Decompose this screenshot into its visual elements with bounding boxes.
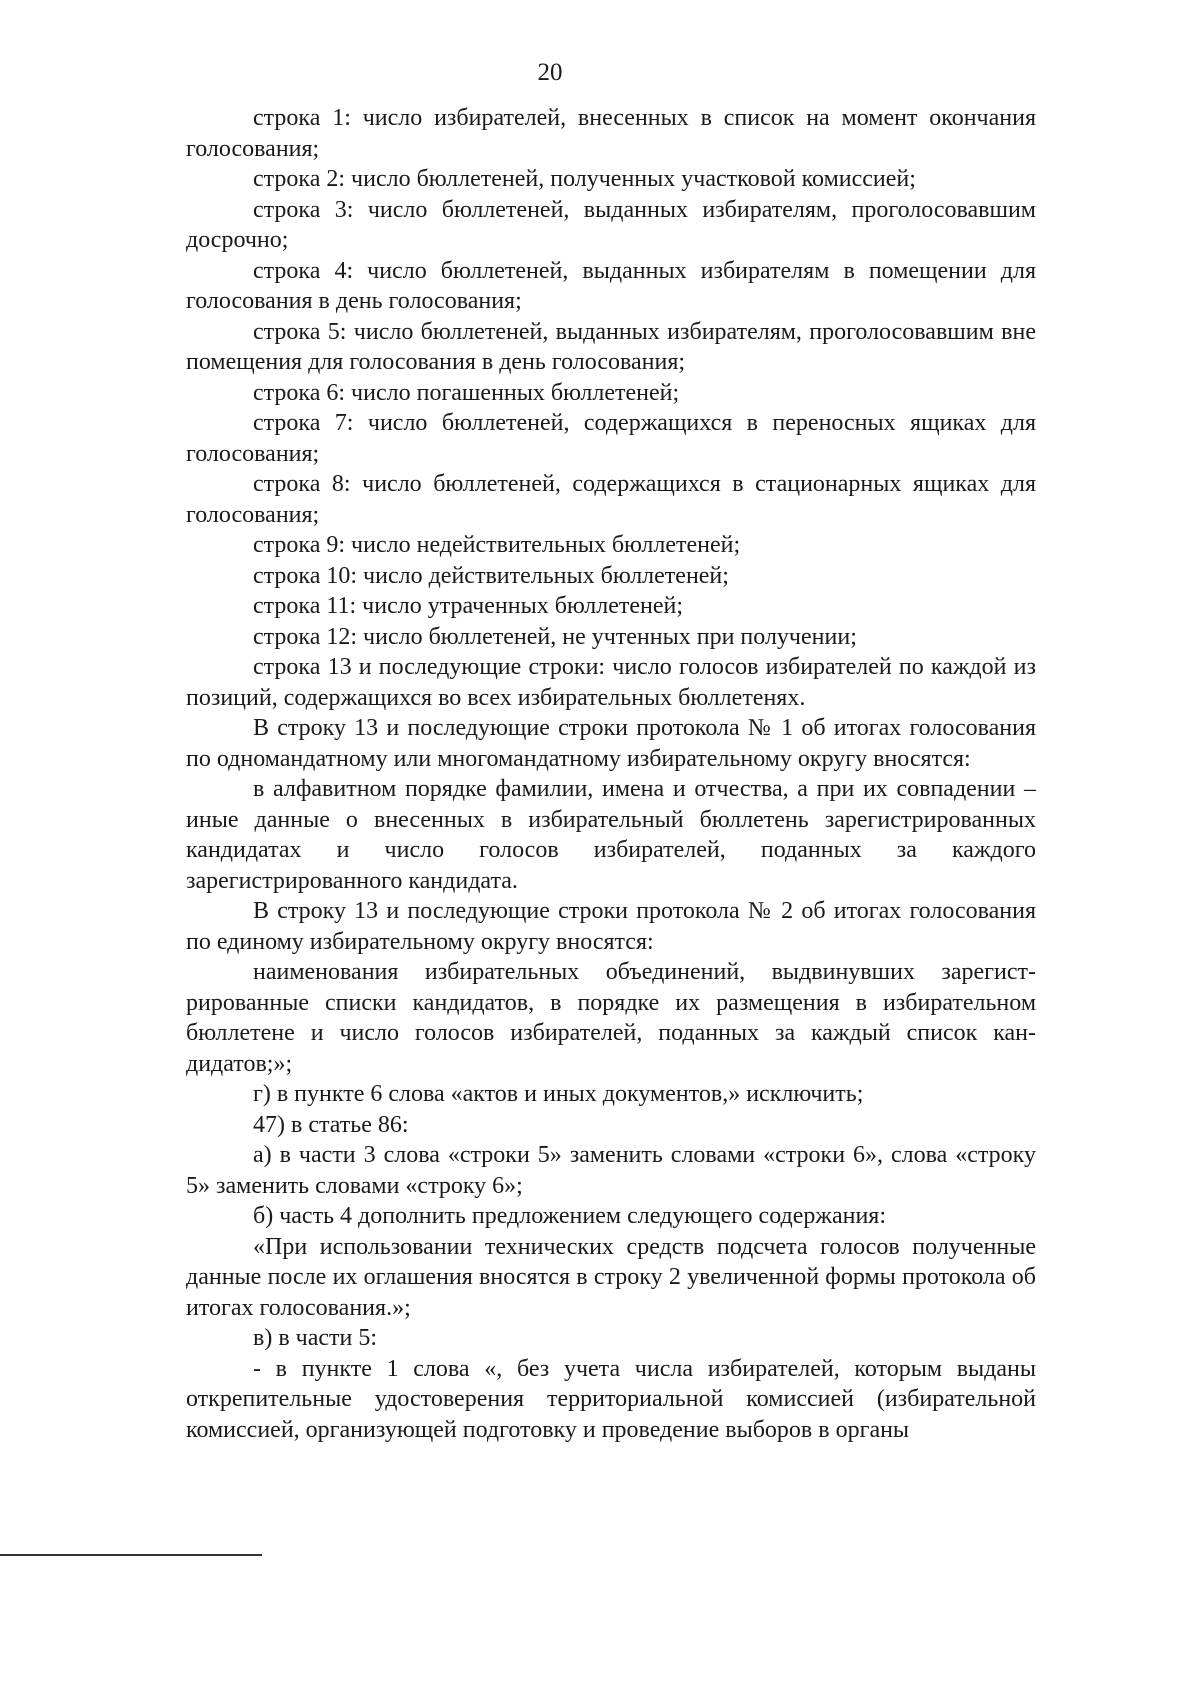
- paragraph: строка 7: число бюллетеней, содержащихся в переносных ящиках для голосования;: [186, 410, 1036, 467]
- paragraph: - в пункте 1 слова «, без учета числа избирателей, которым выданы открепительные удостоверения территориальной комиссией (избирательной комиссией, организующей подготовку и проведение выборов в органы: [186, 1355, 1036, 1443]
- document-body: [186, 103, 1036, 1445]
- paragraph: 47) в статье 86:: [253, 1111, 409, 1138]
- paragraph: В строку 13 и последующие строки протокола № 2 об итогах голосования по единому избирательному округу вносятся:: [186, 898, 1036, 955]
- paragraph: строка 4: число бюллетеней, выданных избирателям в помещении для голосования в день голосования;: [186, 257, 1036, 314]
- footnote-separator-line: [0, 1554, 262, 1556]
- paragraph: в алфавитном порядке фамилии, имена и отчества, а при их совпадении – иные данные о внесенных в избирательный бюллетень зарегистрированных кандидатах и число голосов избирателей, поданных за каждого зарегистрированного кандидата.: [186, 776, 1036, 894]
- paragraph: строка 2: число бюллетеней, полученных участковой комиссией;: [253, 166, 916, 192]
- paragraph: а) в части 3 слова «строки 5» заменить словами «строки 6», слова «строку 5» заменить словами «строку 6»;: [186, 1142, 1036, 1199]
- paragraph: «При использовании технических средств подсчета голосов полученные данные после их оглашения вносятся в строку 2 увеличенной формы протокола об итогах голосования.»;: [186, 1233, 1036, 1321]
- paragraph: В строку 13 и последующие строки протокола № 1 об итогах голосования по одномандатному или многомандатному избирательному округу вносятся:: [186, 715, 1036, 772]
- paragraph: г) в пункте 6 слова «актов и иных документов,» исключить;: [253, 1081, 864, 1107]
- paragraph: строка 3: число бюллетеней, выданных избирателям, проголосовавшим досрочно;: [186, 196, 1036, 253]
- page-number: 20: [537, 59, 563, 86]
- paragraph: в) в части 5:: [253, 1325, 378, 1351]
- paragraph: строка 6: число погашенных бюллетеней;: [253, 379, 680, 406]
- paragraph: строка 1: число избирателей, внесенных в список на момент окончания голосования;: [186, 105, 1036, 162]
- paragraph: строка 5: число бюллетеней, выданных избирателям, проголосовавшим вне помещения для голосования в день голосования;: [186, 318, 1036, 375]
- paragraph: строка 8: число бюллетеней, содержащихся в стационарных ящиках для голосования;: [186, 471, 1036, 528]
- paragraph: наименования избирательных объединений, выдвинувших зарегистрированные списки кандидатов, в порядке их размещения в избирательном бюллетене и число голосов избирателей, поданных за каждый список кандидатов;»;: [186, 959, 1036, 1077]
- paragraph: строка 9: число недействительных бюллетеней;: [253, 532, 741, 558]
- paragraph: б) часть 4 дополнить предложением следующего содержания:: [253, 1203, 886, 1229]
- paragraph: строка 11: число утраченных бюллетеней;: [253, 593, 684, 619]
- paragraph: строка 12: число бюллетеней, не учтенных при получении;: [253, 623, 857, 650]
- paragraph: строка 10: число действительных бюллетеней;: [253, 562, 729, 589]
- paragraph: строка 13 и последующие строки: число голосов избирателей по каждой из позиций, содержащихся во всех избирательных бюллетенях.: [186, 654, 1036, 711]
